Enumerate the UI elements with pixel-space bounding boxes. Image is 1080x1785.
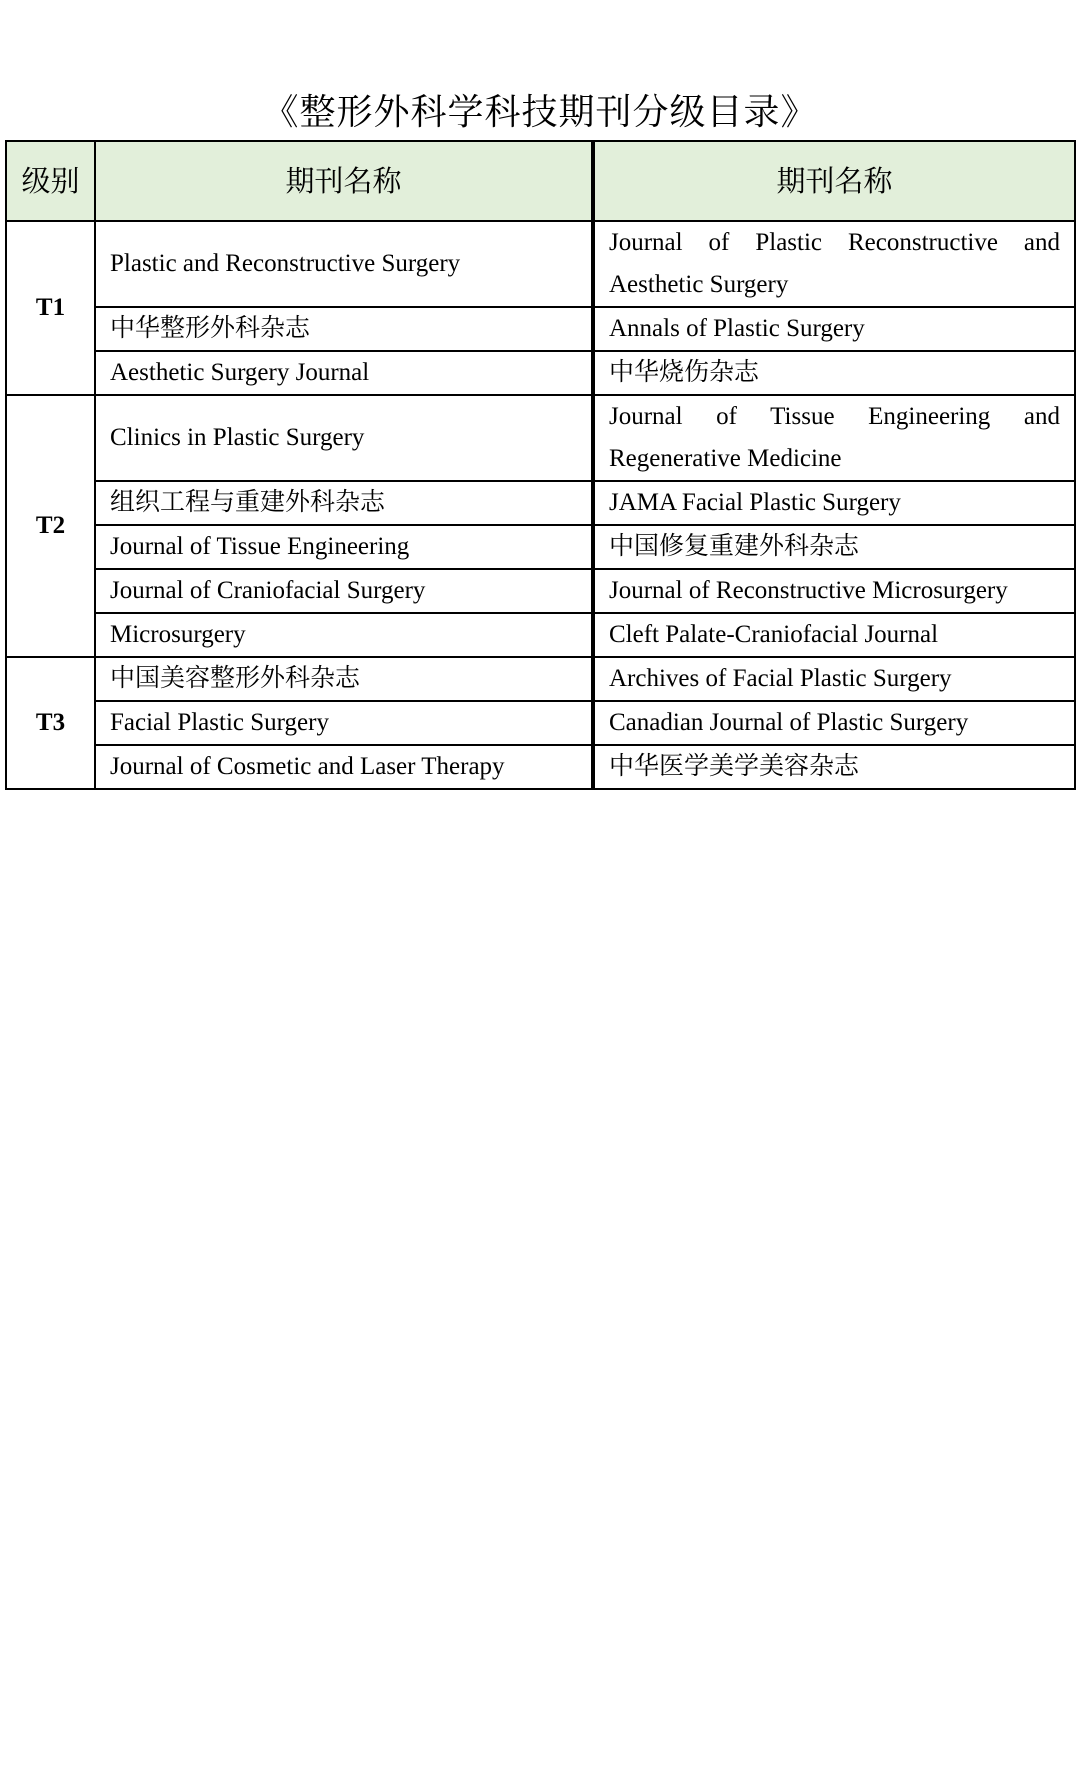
journal-cell: 中国修复重建外科杂志 (593, 525, 1075, 569)
grade-cell-t2: T2 (6, 395, 95, 657)
journal-cell: Clinics in Plastic Surgery (95, 395, 593, 481)
journal-cell: Journal of Tissue Engineering (95, 525, 593, 569)
grade-cell-t3: T3 (6, 657, 95, 789)
table-row (6, 657, 1075, 701)
journal-cell: Plastic and Reconstructive Surgery (95, 221, 593, 307)
journal-cell: 中华整形外科杂志 (95, 307, 593, 351)
table-row (6, 351, 1075, 395)
journal-cell: Annals of Plastic Surgery (593, 307, 1075, 351)
journal-cell: 中华烧伤杂志 (593, 351, 1075, 395)
table-row (6, 569, 1075, 613)
table-row (6, 613, 1075, 657)
header-grade: 级别 (6, 141, 95, 221)
journal-cell: Cleft Palate-Craniofacial Journal (593, 613, 1075, 657)
table-row (6, 307, 1075, 351)
journal-cell: Journal of Tissue Engineering and Regenerative Medicine (593, 395, 1075, 481)
table-row (6, 481, 1075, 525)
table-row (6, 395, 1075, 481)
table-row (6, 745, 1075, 789)
journal-cell: 组织工程与重建外科杂志 (95, 481, 593, 525)
journal-cell: Aesthetic Surgery Journal (95, 351, 593, 395)
table-row (6, 525, 1075, 569)
journal-cell: Journal of Cosmetic and Laser Therapy (95, 745, 593, 789)
journal-cell: Facial Plastic Surgery (95, 701, 593, 745)
journal-cell: Journal of Craniofacial Surgery (95, 569, 593, 613)
journal-cell: JAMA Facial Plastic Surgery (593, 481, 1075, 525)
header-journal-name-a: 期刊名称 (95, 141, 593, 221)
journal-cell: Canadian Journal of Plastic Surgery (593, 701, 1075, 745)
table-row (6, 701, 1075, 745)
journal-cell: Archives of Facial Plastic Surgery (593, 657, 1075, 701)
table-row (6, 221, 1075, 307)
journal-cell: Journal of Plastic Reconstructive and Aesthetic Surgery (593, 221, 1075, 307)
journal-cell: 中国美容整形外科杂志 (95, 657, 593, 701)
header-journal-name-b: 期刊名称 (593, 141, 1075, 221)
journal-cell: 中华医学美学美容杂志 (593, 745, 1075, 789)
journal-cell: Microsurgery (95, 613, 593, 657)
table-header-row (6, 141, 1075, 221)
grade-cell-t1: T1 (6, 221, 95, 395)
page-title: 《整形外科学科技期刊分级目录》 (262, 92, 818, 133)
journal-grade-table (5, 140, 1076, 790)
journal-cell: Journal of Reconstructive Microsurgery (593, 569, 1075, 613)
